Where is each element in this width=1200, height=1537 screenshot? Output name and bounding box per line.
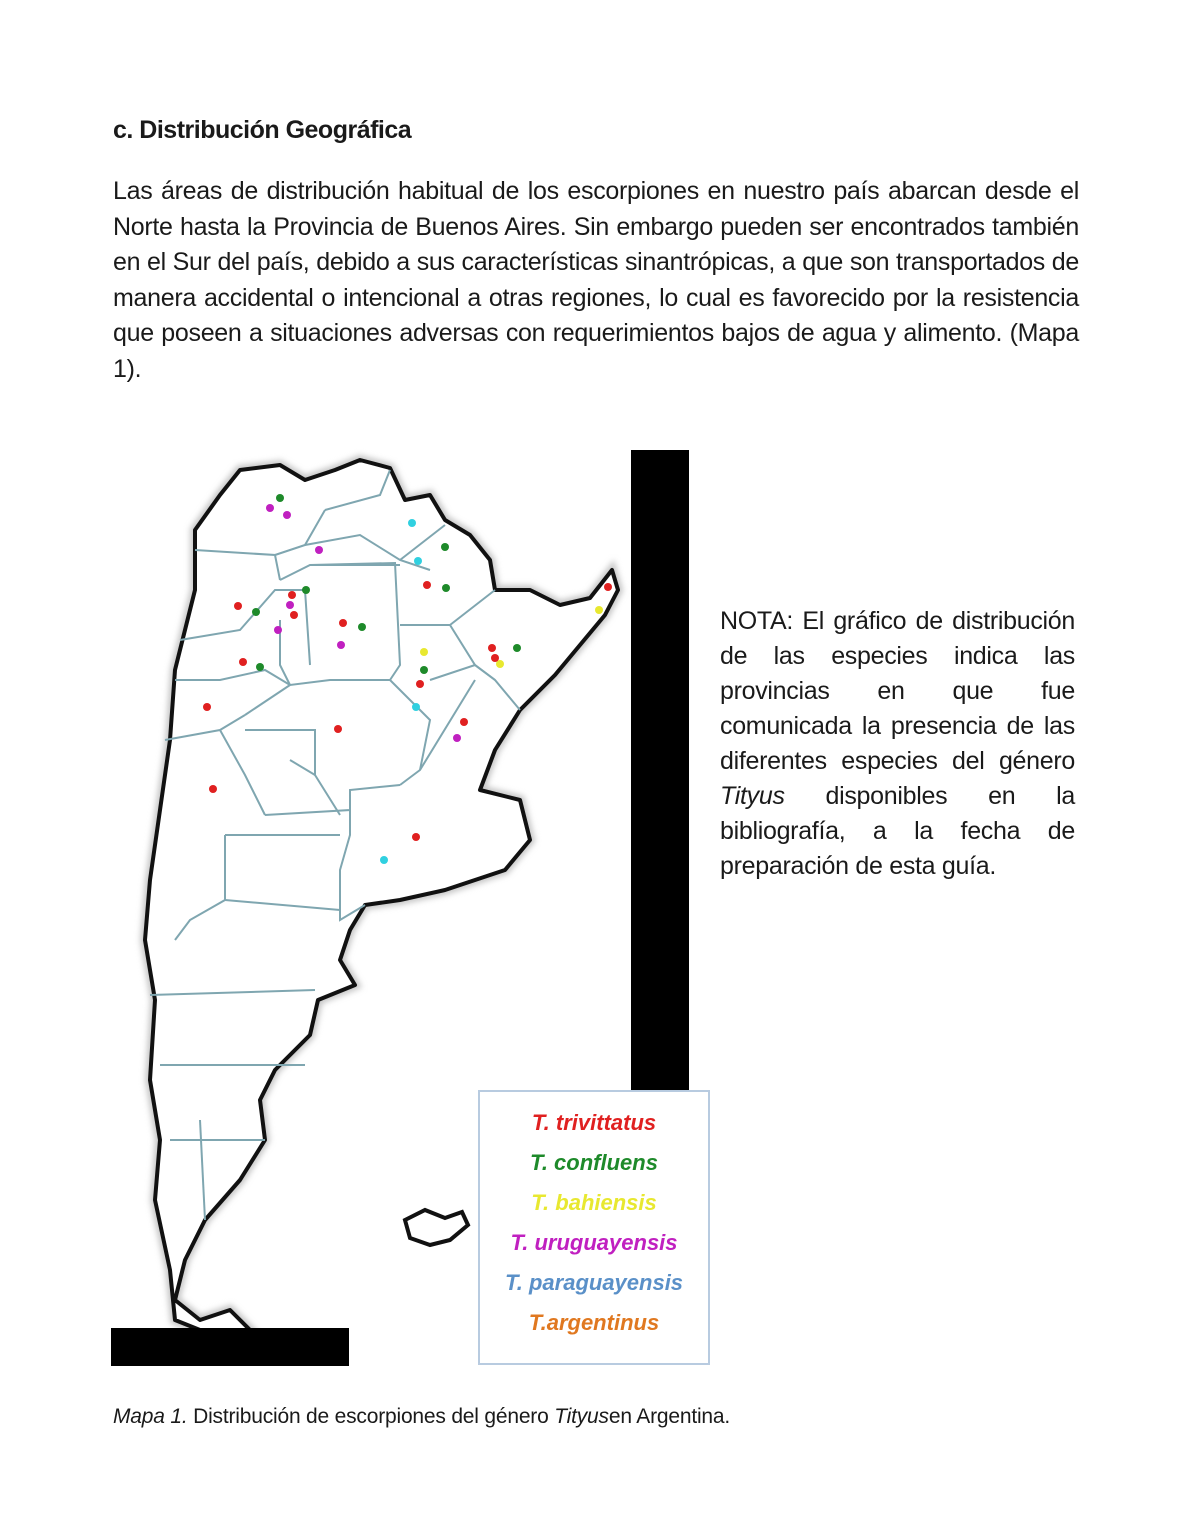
dot-trivittatus bbox=[416, 680, 424, 688]
redaction-bar-vertical bbox=[631, 450, 689, 1091]
dot-trivittatus bbox=[203, 703, 211, 711]
caption-text-after: en Argentina. bbox=[608, 1405, 731, 1428]
legend-item-confluens: T. confluens bbox=[530, 1150, 658, 1175]
dot-trivittatus bbox=[209, 785, 217, 793]
dot-uruguayensis bbox=[283, 511, 291, 519]
dot-paraguayensis bbox=[414, 557, 422, 565]
dot-confluens bbox=[358, 623, 366, 631]
dot-trivittatus bbox=[288, 591, 296, 599]
dot-uruguayensis bbox=[274, 626, 282, 634]
legend-item-trivittatus: T. trivittatus bbox=[531, 1110, 657, 1135]
dot-uruguayensis bbox=[337, 641, 345, 649]
dot-trivittatus bbox=[290, 611, 298, 619]
body-paragraph: Las áreas de distribución habitual de los escorpiones en nuestro país abarcan desde el Norte hasta la Provincia de Buenos Aires. Sin embargo pueden ser encontrados también en el Sur del país, debido a sus características sinantrópicas, a que son transportados de manera accidental o intencional a otras regiones, lo cual es favorecido por la resistencia que poseen a situaciones adversas con requerimientos bajos de agua y alimento. (Mapa 1). bbox=[113, 177, 1079, 383]
dot-trivittatus bbox=[239, 658, 247, 666]
map-caption bbox=[113, 1405, 730, 1429]
dot-uruguayensis bbox=[266, 504, 274, 512]
dot-confluens bbox=[252, 608, 260, 616]
caption-genus: Tityus bbox=[554, 1405, 609, 1428]
dot-confluens bbox=[420, 666, 428, 674]
dot-bahiensis bbox=[420, 648, 428, 656]
note-paragraph bbox=[720, 604, 1075, 884]
dot-confluens bbox=[513, 644, 521, 652]
dot-paraguayensis bbox=[408, 519, 416, 527]
dot-trivittatus bbox=[334, 725, 342, 733]
caption-label: Mapa 1. bbox=[113, 1405, 188, 1428]
dot-confluens bbox=[256, 663, 264, 671]
dot-confluens bbox=[302, 586, 310, 594]
note-genus: Tityus bbox=[720, 782, 785, 810]
legend-item-paraguayensis: T. paraguayensis bbox=[504, 1270, 684, 1295]
dot-paraguayensis bbox=[412, 703, 420, 711]
dot-confluens bbox=[441, 543, 449, 551]
dot-bahiensis bbox=[595, 606, 603, 614]
legend-item-argentinus: T.argentinus bbox=[528, 1310, 660, 1335]
dot-uruguayensis bbox=[315, 546, 323, 554]
dot-trivittatus bbox=[488, 644, 496, 652]
dot-trivittatus bbox=[234, 602, 242, 610]
note-text-before: NOTA: El gráfico de distribución de las especies indica las provincias en que fue comunicada la presencia de las diferentes especies del género bbox=[720, 607, 1075, 775]
dot-uruguayensis bbox=[286, 601, 294, 609]
dot-confluens bbox=[276, 494, 284, 502]
dot-trivittatus bbox=[412, 833, 420, 841]
dot-trivittatus bbox=[491, 654, 499, 662]
dot-trivittatus bbox=[423, 581, 431, 589]
caption-text-before: Distribución de escorpiones del género bbox=[187, 1405, 555, 1428]
dot-trivittatus bbox=[339, 619, 347, 627]
legend-item-uruguayensis: T. uruguayensis bbox=[510, 1230, 678, 1255]
dot-trivittatus bbox=[604, 583, 612, 591]
redaction-bar-horizontal bbox=[111, 1328, 349, 1366]
dot-confluens bbox=[442, 584, 450, 592]
section-heading: c. Distribución Geográfica bbox=[113, 116, 412, 144]
dot-trivittatus bbox=[460, 718, 468, 726]
species-legend bbox=[478, 1090, 710, 1365]
legend-item-bahiensis: T. bahiensis bbox=[531, 1190, 657, 1215]
dot-uruguayensis bbox=[453, 734, 461, 742]
note-text-after: disponibles en la bibliografía, a la fecha de preparación de esta guía. bbox=[720, 782, 1075, 880]
malvinas-islands bbox=[405, 1210, 468, 1245]
dot-paraguayensis bbox=[380, 856, 388, 864]
